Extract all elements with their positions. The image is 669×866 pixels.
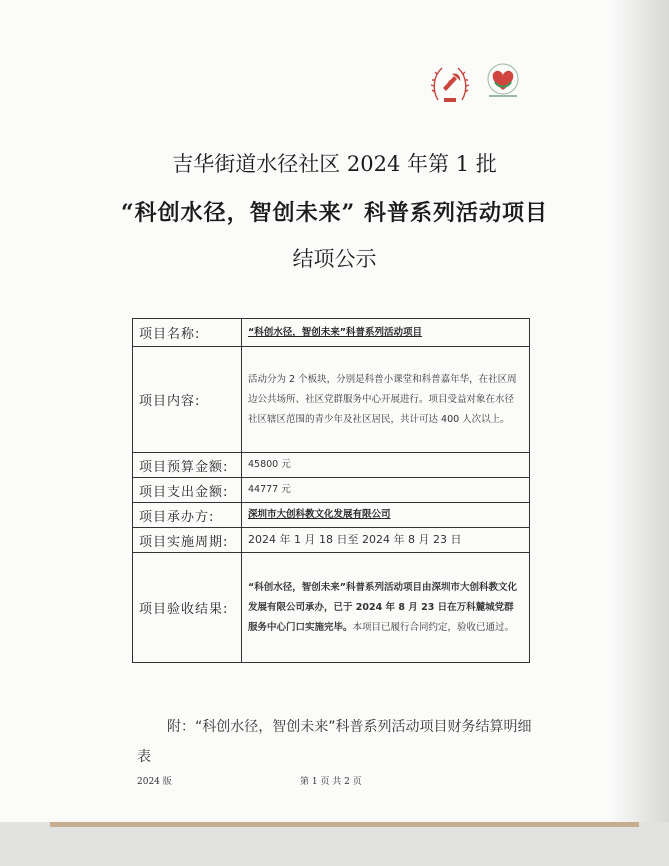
- row-label: 项目内容:: [133, 347, 242, 453]
- table-row: [133, 347, 530, 453]
- acceptance-result-rest: 本项目已履行合同约定，验收已通过。: [352, 621, 515, 633]
- table-row: [133, 528, 530, 553]
- table-row: [133, 478, 530, 503]
- page-number: 第 1 页 共 2 页: [300, 777, 362, 787]
- row-label: 项目实施周期:: [133, 528, 242, 553]
- table-row: [133, 553, 530, 663]
- project-name-value: “科创水径，智创未来”科普系列活动项目: [248, 326, 422, 338]
- project-info-table: [132, 318, 530, 663]
- community-heart-logo-icon: [478, 62, 528, 100]
- row-value: [242, 319, 530, 347]
- title-line-2: “科创水径，智创未来” 科普系列活动项目: [121, 200, 548, 226]
- row-label: 项目支出金额:: [133, 478, 242, 503]
- table-row: [133, 453, 530, 478]
- row-label: 项目验收结果:: [133, 553, 242, 663]
- row-value: 2024 年 1 月 18 日至 2024 年 8 月 23 日: [242, 528, 530, 553]
- title-line-1: 吉华街道水径社区 2024 年第 1 批: [172, 152, 497, 176]
- edition-label: 2024 版: [137, 777, 172, 787]
- row-label: 项目承办方:: [133, 503, 242, 528]
- acceptance-result-bold: “科创水径，智创未来”科普系列活动项目由深圳市大创科教文化发展有限公司承办，已于 2024 年 8 月 23 日在万科麓城党群服务中心门口实施完毕。: [248, 581, 517, 633]
- party-emblem-icon: [430, 62, 470, 106]
- row-value: [242, 503, 530, 528]
- row-value: 44777 元: [242, 478, 530, 503]
- attachment-note: 附：“科创水径，智创未来”科普系列活动项目财务结算明细表: [137, 719, 532, 765]
- table-row: [133, 503, 530, 528]
- title-line-3: 结项公示: [292, 247, 377, 271]
- row-label: 项目名称:: [133, 319, 242, 347]
- row-value: [242, 553, 530, 663]
- row-label: 项目预算金额:: [133, 453, 242, 478]
- organizer-value: 深圳市大创科教文化发展有限公司: [248, 509, 391, 520]
- page-shadow: [609, 0, 669, 866]
- row-value: 45800 元: [242, 453, 530, 478]
- page-bottom-edge: [0, 822, 669, 866]
- table-row: [133, 319, 530, 347]
- row-value: 活动分为 2 个板块，分别是科普小课堂和科普嘉年华，在社区周边公共场所、社区党群服务中心开展进行。项目受益对象在水径社区辖区范围的青少年及社区居民，共计可达 400 人次以上。: [242, 347, 530, 453]
